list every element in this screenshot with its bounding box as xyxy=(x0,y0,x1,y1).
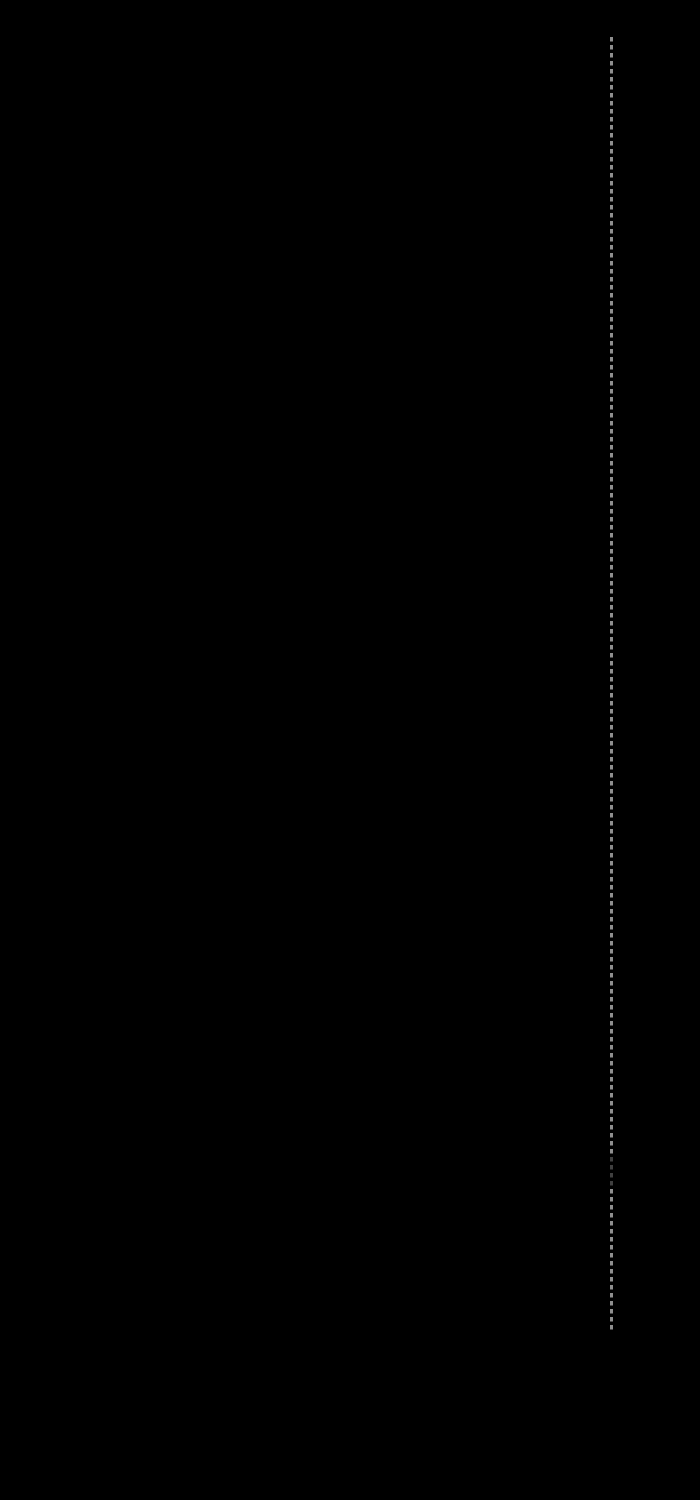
vertical-dashed-divider xyxy=(610,37,613,1331)
divider-dim-segment xyxy=(609,1156,614,1186)
